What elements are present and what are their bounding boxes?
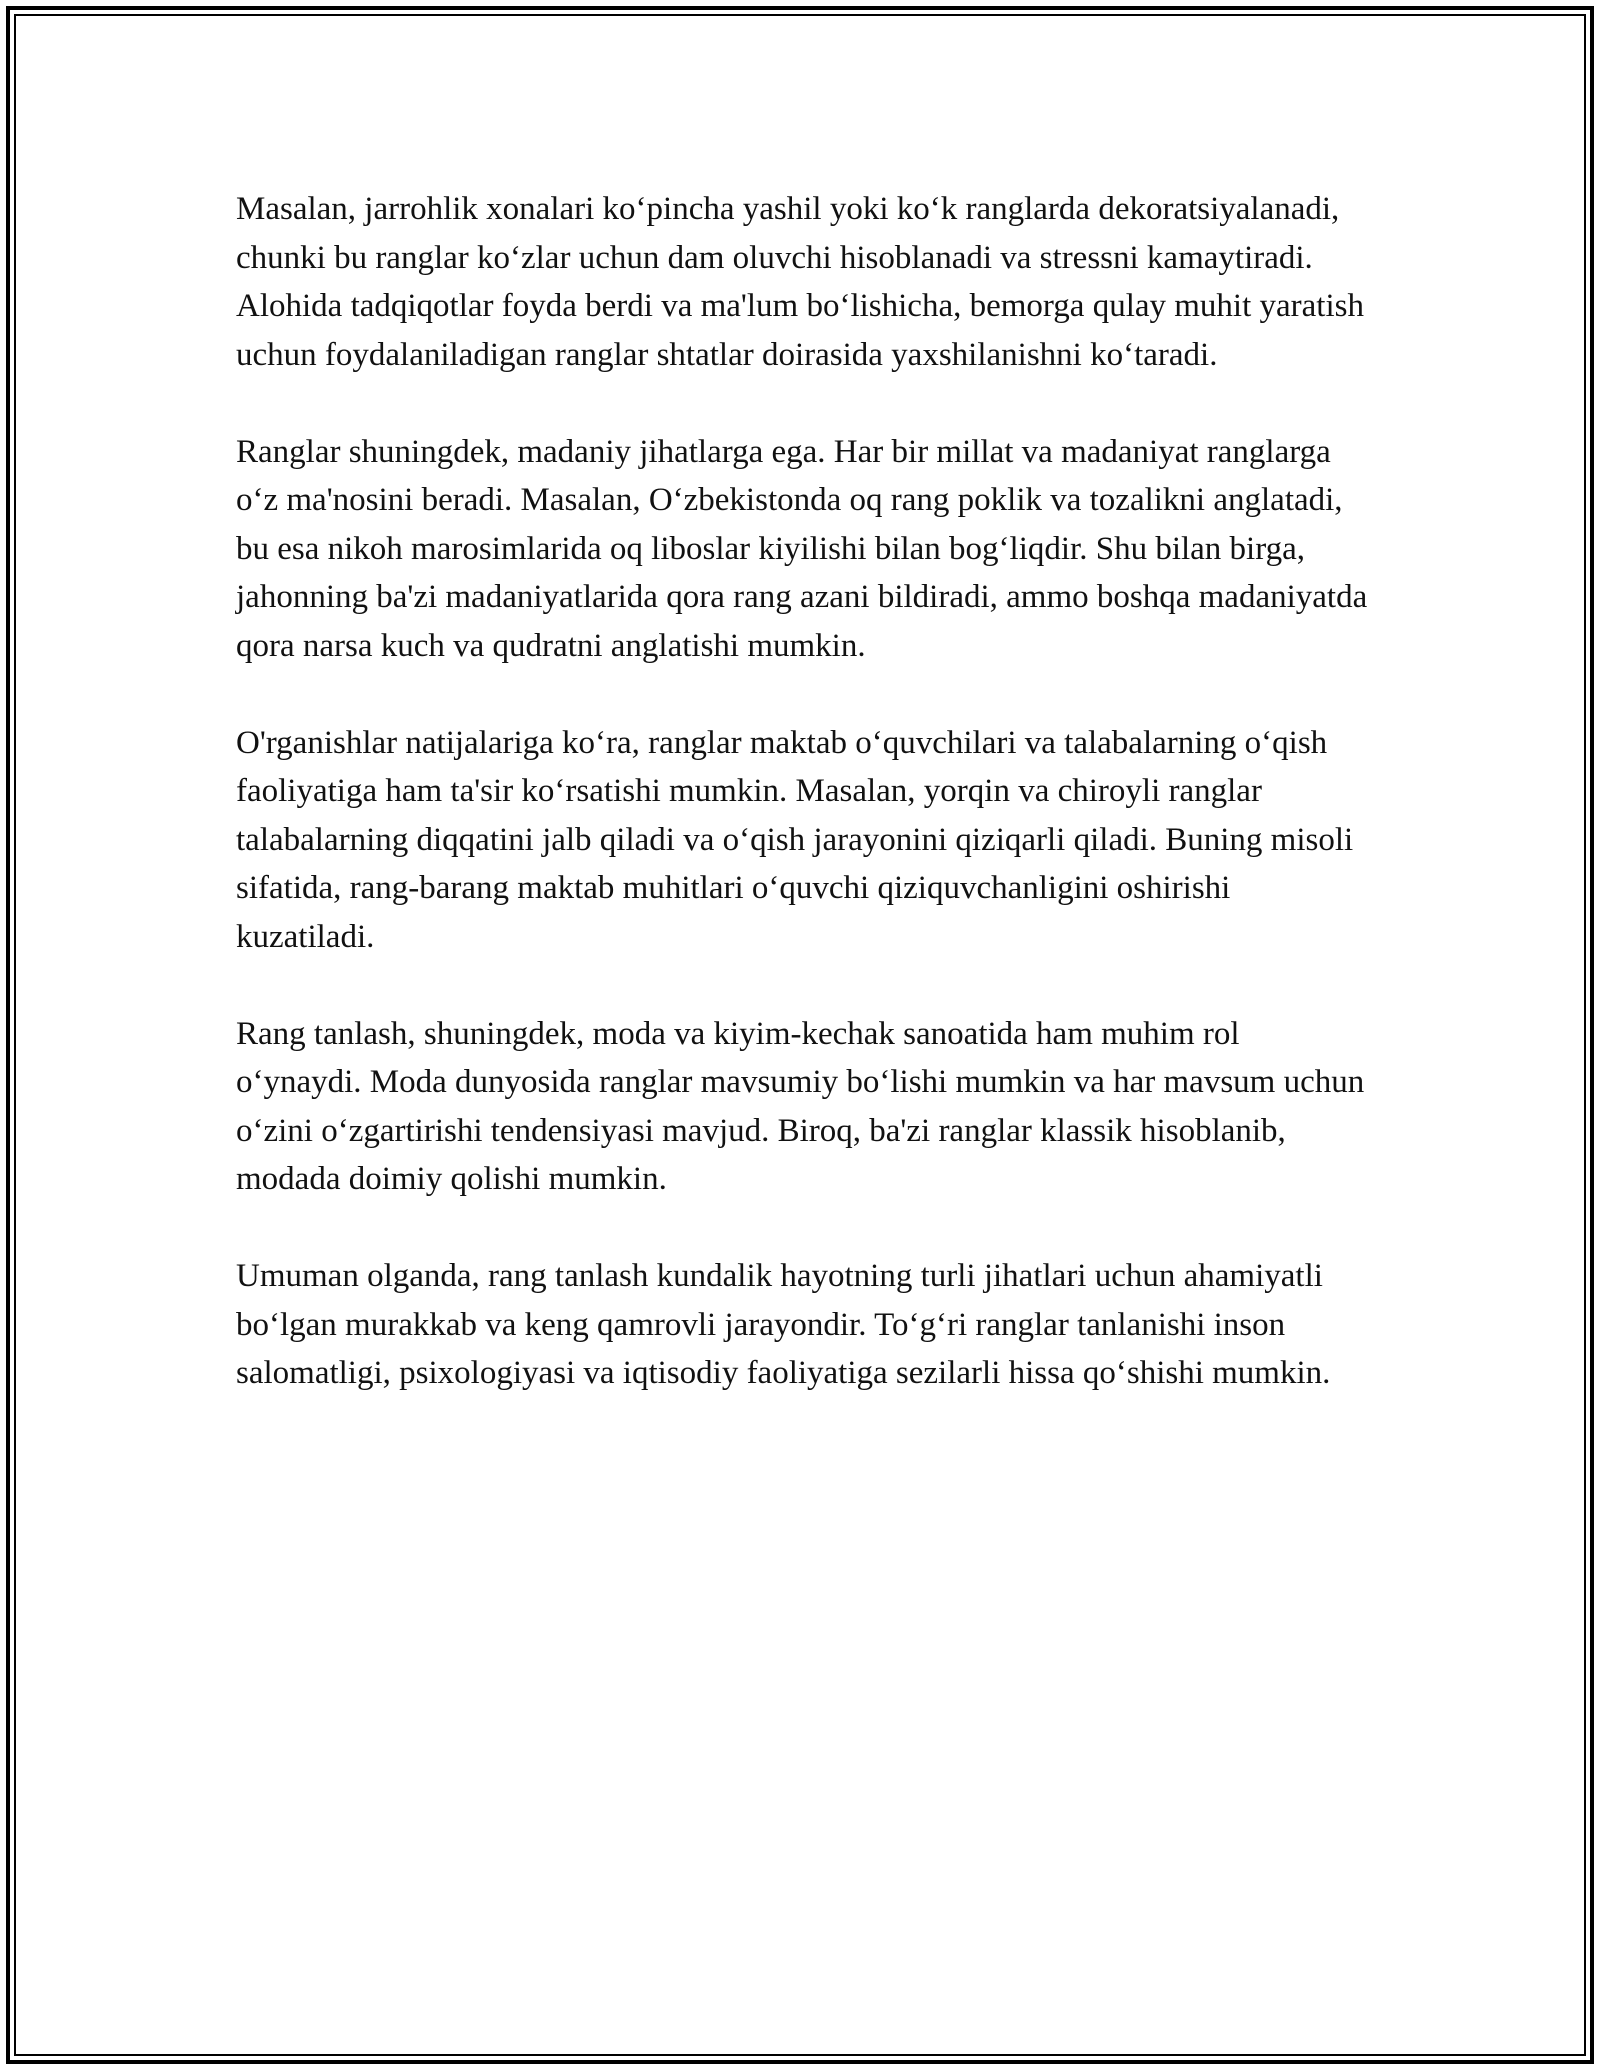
paragraph-4: Rang tanlash, shuningdek, moda va kiyim-kechak sanoatida ham muhim rol o‘ynaydi. Moda dunyosida ranglar mavsumiy bo‘lishi mumkin va har mavsum uchun o‘zini o‘zgartirishi tendensiyasi mavjud. Biroq, ba'zi ranglar klassik hisoblanib, modada doimiy qolishi mumkin. bbox=[236, 1015, 1365, 1197]
document-body bbox=[236, 185, 1371, 1446]
paragraph-5: Umuman olganda, rang tanlash kundalik hayotning turli jihatlari uchun ahamiyatli bo‘lgan murakkab va keng qamrovli jarayondir. To‘g‘ri ranglar tanlanishi inson salomatligi, psixologiyasi va iqtisodiy faoliyatiga sezilarli hissa qo‘shishi mumkin. bbox=[236, 1258, 1331, 1391]
paragraph-3: O'rganishlar natijalariga ko‘ra, ranglar maktab o‘quvchilari va talabalarning o‘qish faoliyatiga ham ta'sir ko‘rsatishi mumkin. Masalan, yorqin va chiroyli ranglar talabalarning diqqatini jalb qiladi va o‘qish jarayonini qiziqarli qiladi. Buning misoli sifatida, rang-barang maktab muhitlari o‘quvchi qiziquvchanligini oshirishi kuzatiladi. bbox=[236, 724, 1354, 955]
paragraph-2: Ranglar shuningdek, madaniy jihatlarga ega. Har bir millat va madaniyat ranglarga o‘z ma'nosini beradi. Masalan, O‘zbekistonda oq rang poklik va tozalikni anglatadi, bu esa nikoh marosimlarida oq liboslar kiyilishi bilan bog‘liqdir. Shu bilan birga, jahonning ba'zi madaniyatlarida qora rang azani bildiradi, ammo boshqa madaniyatda qora narsa kuch va qudratni anglatishi mumkin. bbox=[236, 433, 1368, 664]
paragraph-1: Masalan, jarrohlik xonalari ko‘pincha yashil yoki ko‘k ranglarda dekoratsiyalanadi, chunki bu ranglar ko‘zlar uchun dam oluvchi hisoblanadi va stressni kamaytiradi. Alohida tadqiqotlar foyda berdi va ma'lum bo‘lishicha, bemorga qulay muhit yaratish uchun foydalaniladigan ranglar shtatlar doirasida yaxshilanishni ko‘taradi. bbox=[236, 191, 1364, 373]
